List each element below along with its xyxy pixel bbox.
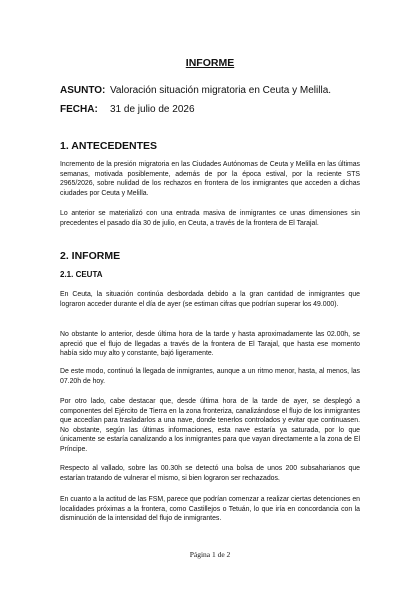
subject-row <box>60 85 331 96</box>
document-title: INFORME <box>185 57 235 69</box>
page-footer: Página 1 de 2 <box>189 550 231 559</box>
subsection-heading-ceuta: 2.1. CEUTA <box>60 270 103 279</box>
subject-value: Valoración situación migratoria en Ceuta y Melilla. <box>110 85 332 96</box>
date-label: FECHA: <box>60 104 98 115</box>
section-heading-informe: 2. INFORME <box>60 250 121 262</box>
subject-label: ASUNTO: <box>60 85 106 96</box>
section-heading-antecedentes: 1. ANTECEDENTES <box>60 140 158 152</box>
paragraph: En cuanto a la actitud de las FSM, parece que podrían comenzar a realizar ciertas detenciones en localidades próximas a la frontera, como Castillejos o Tetuán, lo que iría en concordancia con la disminución de la intensidad del flujo de inmigrantes. <box>60 496 360 523</box>
paragraph: En Ceuta, la situación continúa desbordada debido a la gran cantidad de inmigrantes que lograron acceder durante el día de ayer (se estiman cifras que podrían superar los 49.000). <box>60 291 360 308</box>
paragraph: Respecto al vallado, sobre las 00.30h se detectó una bolsa de unos 200 subsaharianos que estarían tratando de vulnerar el mismo, si bien lograron ser rechazados. <box>60 465 360 482</box>
date-value: 31 de julio de 2026 <box>110 104 195 115</box>
paragraph: Incremento de la presión migratoria en las Ciudades Autónomas de Ceuta y Melilla en las últimas semanas, motivada posiblemente, además de por la época estival, por la reciente STS 2965/2026, sobre nulidad de los rechazos en frontera de los inmigrantes que acceden a dichas ciudades por Ceuta y Melilla. <box>60 161 360 197</box>
date-row <box>60 104 195 115</box>
paragraph: Por otro lado, cabe destacar que, desde última hora de la tarde de ayer, se desplegó a componentes del Ejército de Tierra en la zona fronteriza, canalizándose el flujo de los inmigrantes que accedían para trasladarlos a una nave, donde tenerlos controlados y evitar que continuasen. No obstante, según las últimas informaciones, esta nave estaría ya saturada, por lo que únicamente se estaría canalizando a los inmigrantes para que vayan directamente a la zona de El Príncipe. <box>60 398 360 453</box>
paragraph: De este modo, continuó la llegada de inmigrantes, aunque a un ritmo menor, hasta, al menos, las 07.20h de hoy. <box>60 368 360 385</box>
paragraph: Lo anterior se materializó con una entrada masiva de inmigrantes ce unas dimensiones sin precedentes el pasado día 30 de julio, en Ceuta, a través de la frontera de El Tarajal. <box>60 210 360 227</box>
paragraph: No obstante lo anterior, desde última hora de la tarde y hasta aproximadamente las 02.00h, se apreció que el flujo de llegadas a través de la frontera de El Tarajal, que hasta ese momento había sido muy alto y constante, bajó ligeramente. <box>60 331 360 358</box>
